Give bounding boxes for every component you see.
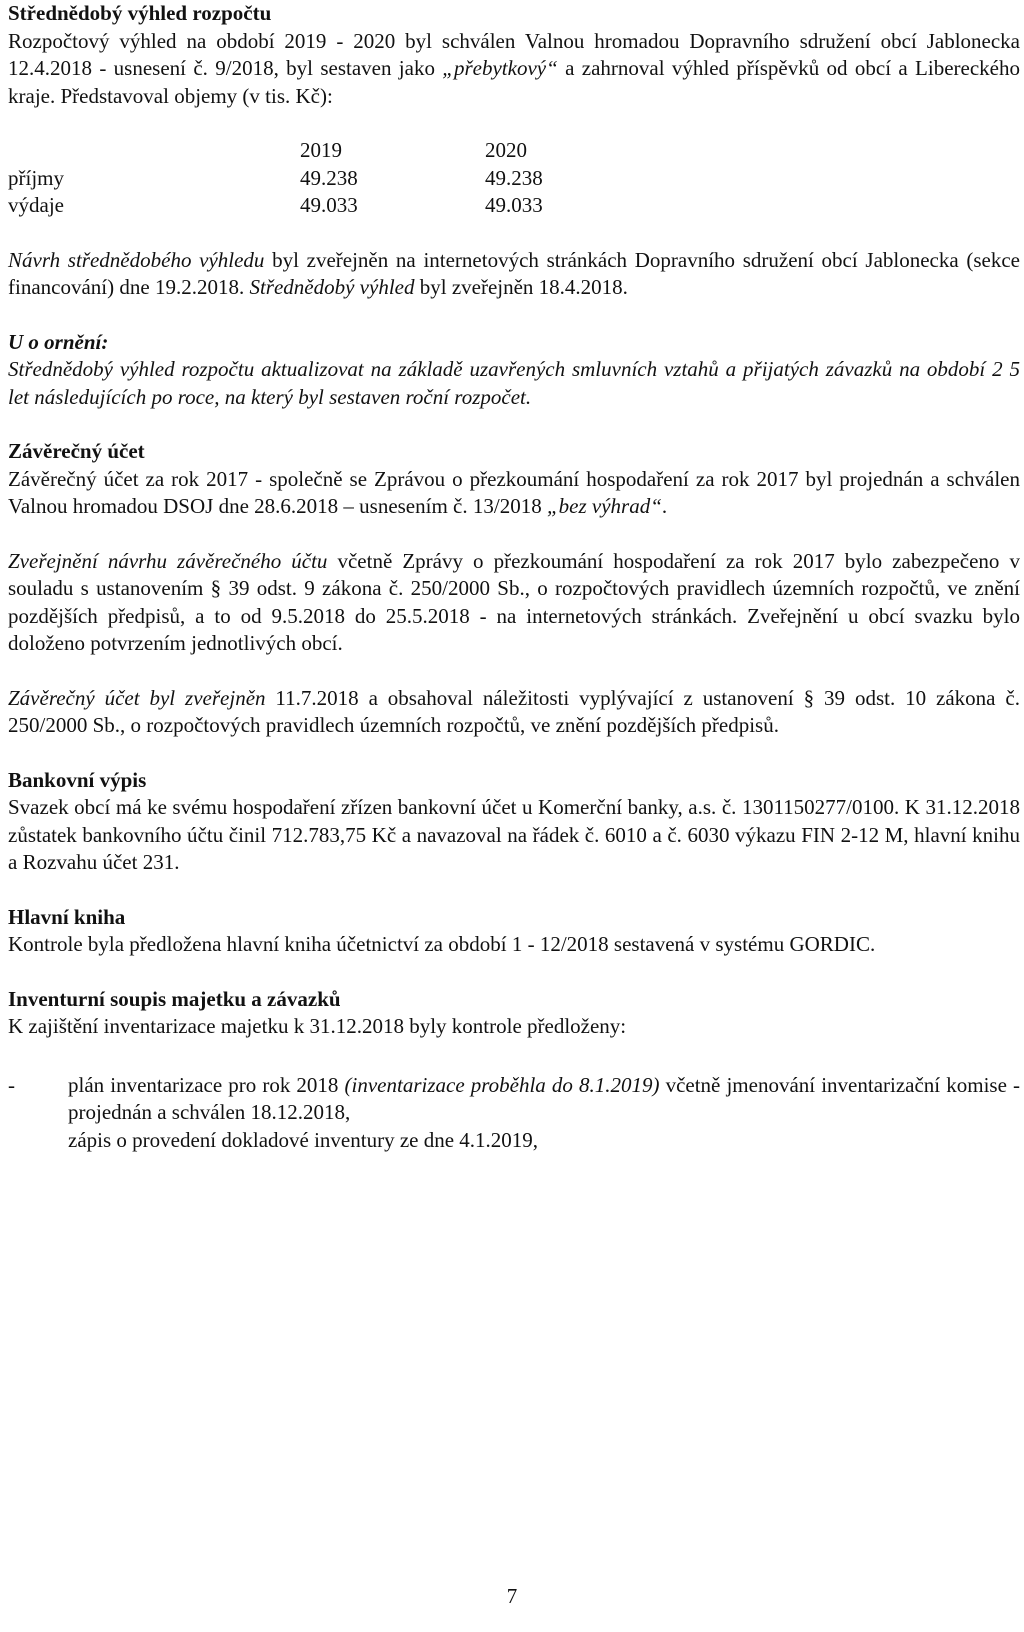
- paragraph-final-publication: [8, 685, 1020, 740]
- table-row: [8, 165, 605, 193]
- paragraph-final-account-approval: [8, 466, 1020, 521]
- text-run: Závěrečný účet za rok 2017 - společně se Zprávou o přezkoumání hospodaření za rok 2017 byl projednán a schválen Valnou hromadou DSOJ dne 28.6.2018 – usnesením č. 13/2018: [8, 466, 1020, 518]
- section-heading-midterm-outlook: Střednědobý výhled rozpočtu: [8, 1, 272, 25]
- section-heading-bank-statement: Bankovní výpis: [8, 767, 147, 792]
- text-run: a zahrnoval výhled příspěvků od obcí a Libereckého kraje. Představoval objemy (v tis. Kč):: [8, 56, 1020, 108]
- text-run: 11.7.2018 a obsahoval náležitosti vyplývající z ustanovení § 39 odst. 10 zákona č. 250/2000 Sb., o rozpočtových pravidlech územních rozpočtů, ve znění pozdějších předpisů.: [8, 685, 1020, 737]
- paragraph-inventory-intro: K zajištění inventarizace majetku k 31.12.2018 byly kontrole předloženy:: [8, 1014, 627, 1038]
- italic-run: Zveřejnění návrhu závěrečného účtu: [8, 548, 328, 573]
- italic-run: Závěrečný účet byl zveřejněn: [8, 685, 266, 710]
- text-run: byl zveřejněn na internetových stránkách Dopravního sdružení obcí Jablonecka (sekce financování) dne 19.2.2018.: [8, 247, 1021, 299]
- text-run: .: [661, 494, 668, 518]
- row-label: výdaje: [8, 193, 64, 217]
- cell-value: 49.238: [300, 165, 358, 190]
- section-heading-final-account: Závěrečný účet: [8, 439, 145, 463]
- section-heading-general-ledger: Hlavní kniha: [8, 904, 126, 929]
- paragraph-outlook-publication: [8, 247, 1020, 302]
- paragraph-bank-statement: Svazek obcí má ke svému hospodaření zřízen bankovní účet u Komerční banky, a.s. č. 1301150277/0100. K 31.12.2018 zůstatek bankovního účtu činil 712.783,75 Kč a navazoval na řádek č. 6010 a č. 6030 výkazu FIN 2-12 M, hlavní knihu a Rozvahu účet 231.: [8, 795, 1020, 874]
- note-heading: U o ornění:: [8, 329, 109, 354]
- text-run: včetně jmenování inventarizační komise - projednán a schválen 18.12.2018,: [68, 1072, 1020, 1124]
- year-header: 2020: [485, 138, 527, 162]
- italic-run: „bez výhrad“: [546, 494, 662, 518]
- note-text: Střednědobý výhled rozpočtu aktualizovat na základě uzavřených smluvních vztahů a přijatých závazků na období 2 5 let následujících po roce, na který byl sestaven roční rozpočet.: [8, 357, 1020, 409]
- table-row: [8, 192, 605, 220]
- list-bullet: -: [8, 1072, 15, 1097]
- text-run: včetně Zprávy o přezkoumání hospodaření za rok 2017 bylo zabezpečeno v souladu s ustanovením § 39 odst. 9 zákona č. 250/2000 Sb., o rozpočtových pravidlech územních rozpočtů, ve znění pozdějších předpisů, a to od 9.5.2018 do 25.5.2018 - na internetových stránkách. Zveřejnění u obcí svazku bylo doloženo potvrzením jednotlivých obcí.: [8, 548, 1020, 655]
- italic-run: (inventarizace proběhla do 8.1.2019): [344, 1072, 660, 1097]
- text-run: byl zveřejněn 18.4.2018.: [414, 275, 628, 299]
- text-run: plán inventarizace pro rok 2018: [68, 1072, 345, 1097]
- italic-run: Střednědobý výhled: [249, 275, 415, 299]
- document-page: [8, 0, 1020, 1154]
- paragraph-outlook-approval: [8, 28, 1020, 111]
- row-label: příjmy: [8, 165, 64, 190]
- cell-value: 49.033: [300, 193, 358, 217]
- table-header-row: [8, 137, 605, 165]
- budget-outlook-table: [8, 137, 605, 220]
- paragraph-general-ledger: Kontrole byla předložena hlavní kniha účetnictví za období 1 - 12/2018 sestavená v systému GORDIC.: [8, 932, 876, 956]
- page-number: 7: [506, 1584, 518, 1608]
- cell-value: 49.238: [485, 165, 543, 190]
- list-item-text: zápis o provedení dokladové inventury ze dne 4.1.2019,: [68, 1127, 539, 1152]
- cell-value: 49.033: [485, 193, 543, 217]
- list-item-text: [68, 1072, 1020, 1127]
- section-heading-inventory: Inventurní soupis majetku a závazků: [8, 986, 341, 1011]
- year-header: 2019: [300, 138, 342, 162]
- text-run: Rozpočtový výhled na období 2019 - 2020 byl schválen Valnou hromadou Dopravního sdružení obcí Jablonecka 12.4.2018 - usnesení č. 9/2018, byl sestaven jako: [8, 28, 1020, 80]
- italic-run: „přebytkový“: [442, 56, 558, 80]
- italic-run: Návrh střednědobého výhledu: [8, 247, 265, 272]
- list-item: [8, 1072, 1020, 1155]
- paragraph-draft-publication: [8, 548, 1020, 658]
